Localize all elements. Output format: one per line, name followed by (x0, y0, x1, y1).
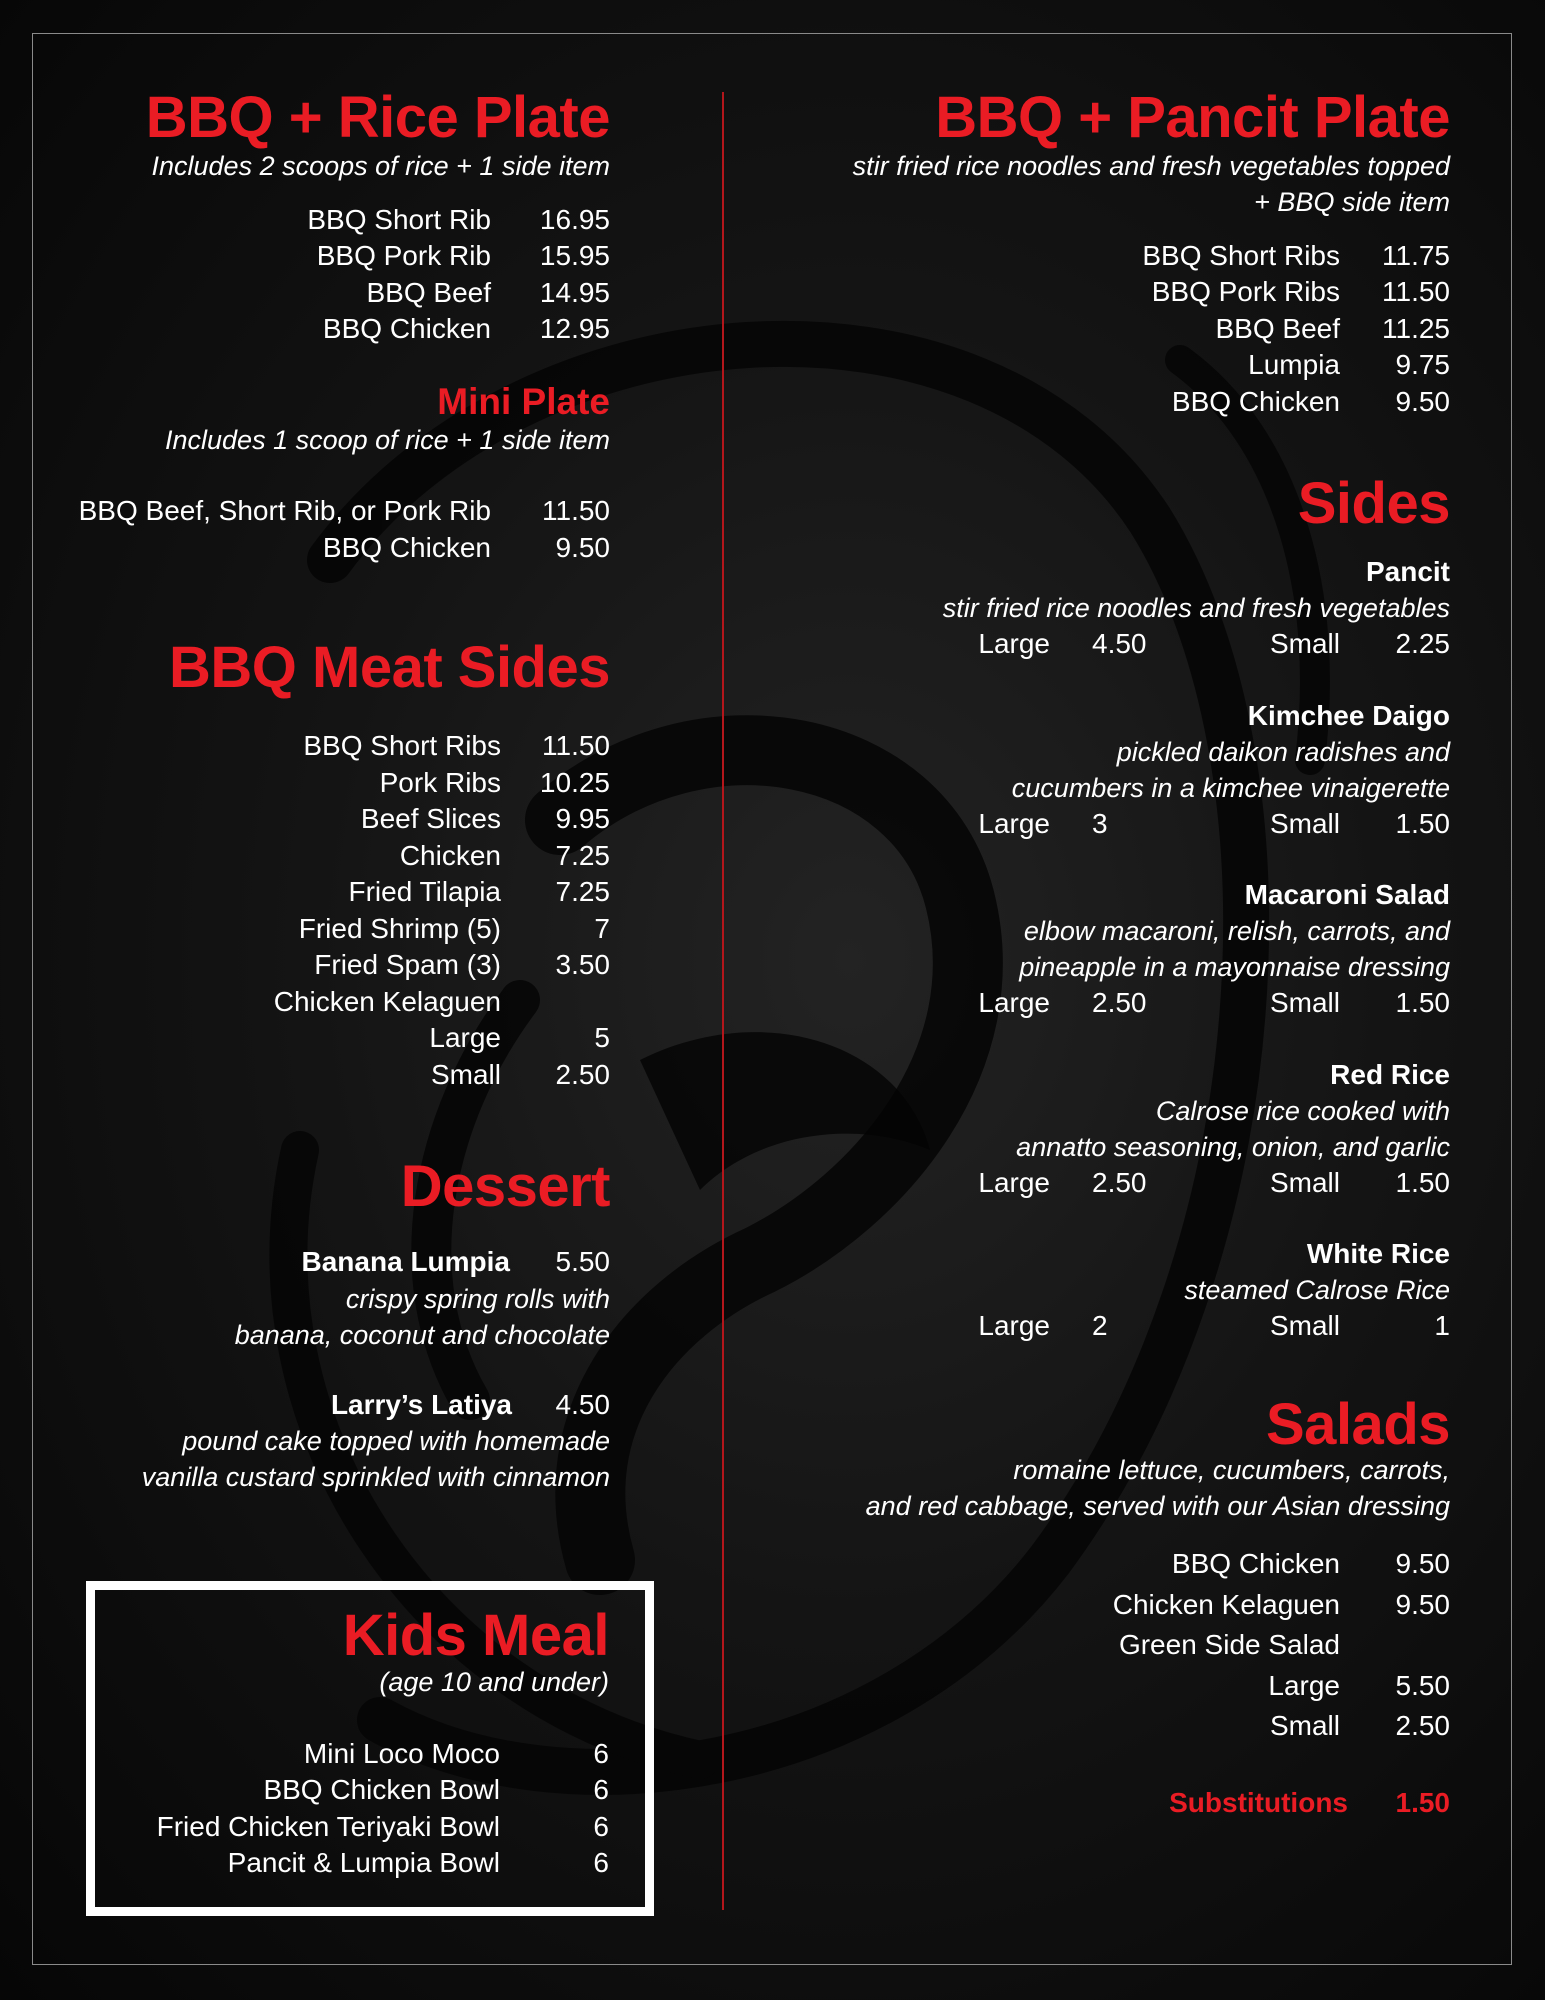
item-name: Fried Shrimp (5) (298, 912, 501, 944)
item-name: Larry’s Latiya (330, 1388, 512, 1420)
menu-item (40, 801, 610, 838)
large-price: 2.50 (1092, 987, 1147, 1019)
menu-item (40, 275, 610, 312)
meat-sides-section (40, 636, 610, 1093)
item-price: 2.50 (555, 1058, 610, 1090)
item-price: 14.95 (539, 276, 610, 308)
item-name: Pork Ribs (379, 766, 501, 798)
mini-plate-section (40, 382, 610, 567)
item-name: BBQ Short Rib (307, 203, 491, 235)
item-name: BBQ Short Ribs (1142, 239, 1340, 271)
menu-item (760, 311, 1450, 348)
item-price: 11.75 (1382, 239, 1450, 271)
section-title: Kids Meal (342, 1603, 609, 1668)
large-price: 2.50 (1092, 1166, 1147, 1198)
item-price: 10.25 (539, 766, 610, 798)
small-price: 1.50 (1395, 807, 1450, 839)
menu-item (89, 1772, 609, 1809)
menu-item (40, 765, 610, 802)
item-price: 5.50 (1395, 1669, 1450, 1701)
price-list (40, 202, 610, 348)
item-name: Pancit (1365, 556, 1450, 588)
item-price: 9.75 (1395, 349, 1450, 381)
substitutions-label: Substitutions (1169, 1786, 1348, 1818)
section-note: and red cabbage, served with our Asian dressing (865, 1491, 1450, 1522)
item-name: Chicken Kelaguen (1112, 1588, 1340, 1620)
item-price: 2.50 (1395, 1710, 1450, 1742)
item-name: Banana Lumpia (301, 1246, 510, 1278)
side-item (760, 877, 1450, 1022)
menu-item (40, 530, 610, 567)
section-note: stir fried rice noodles and fresh vegetables topped (852, 150, 1450, 181)
item-name: BBQ Chicken (322, 531, 491, 563)
section-title: Mini Plate (437, 380, 610, 422)
item-price: 6 (593, 1810, 609, 1842)
item-price: 11.50 (542, 730, 610, 762)
menu-item (760, 238, 1450, 275)
large-price: 2 (1092, 1310, 1108, 1342)
column-divider (722, 92, 724, 1910)
section-title: BBQ + Pancit Plate (935, 85, 1450, 150)
item-name: Kimchee Daigo (1247, 699, 1450, 731)
item-description: banana, coconut and chocolate (234, 1319, 610, 1350)
small-label: Small (1269, 1310, 1340, 1342)
left-column (40, 80, 610, 1495)
small-label: Small (1269, 807, 1340, 839)
item-description: stir fried rice noodles and fresh vegetables (942, 593, 1450, 624)
size-price-row (760, 985, 1450, 1022)
price-list (89, 1736, 609, 1882)
size-price-row (760, 806, 1450, 843)
menu-item (89, 1809, 609, 1846)
salads-section (760, 1393, 1450, 1822)
side-item (760, 698, 1450, 843)
item-description: pineapple in a mayonnaise dressing (1019, 952, 1450, 983)
price-list (760, 238, 1450, 421)
section-title: Sides (1297, 471, 1450, 537)
item-price: 7.25 (555, 876, 610, 908)
large-label: Large (978, 987, 1050, 1019)
menu-item (760, 1585, 1450, 1626)
section-title: BBQ Meat Sides (169, 635, 610, 701)
menu-item (40, 911, 610, 948)
item-description: vanilla custard sprinkled with cinnamon (141, 1462, 610, 1493)
item-description: elbow macaroni, relish, carrots, and (1023, 916, 1450, 947)
size-price-row (760, 626, 1450, 663)
item-name: Lumpia (1248, 349, 1340, 381)
item-price: 3.50 (555, 949, 610, 981)
menu-item (89, 1736, 609, 1773)
small-price: 1 (1434, 1310, 1450, 1342)
item-name: Pancit & Lumpia Bowl (227, 1847, 500, 1879)
item-description: crispy spring rolls with (345, 1283, 610, 1314)
item-price: 9.50 (555, 531, 610, 563)
large-label: Large (978, 807, 1050, 839)
item-description: pound cake topped with homemade (182, 1426, 610, 1457)
pancit-plate-section (760, 86, 1450, 420)
item-name: Green Side Salad (1118, 1629, 1340, 1661)
item-price: 16.95 (539, 203, 610, 235)
price-list (40, 493, 610, 566)
item-price: 6 (593, 1737, 609, 1769)
item-price: 6 (593, 1847, 609, 1879)
section-note: Includes 1 scoop of rice + 1 side item (165, 425, 610, 456)
section-title: Dessert (400, 1154, 610, 1220)
item-name: BBQ Pork Rib (316, 240, 491, 272)
small-price: 2.25 (1395, 628, 1450, 660)
item-price: 9.95 (555, 803, 610, 835)
menu-item (40, 238, 610, 275)
item-price: 11.50 (1382, 276, 1450, 308)
menu-item (89, 1845, 609, 1882)
item-name: Large (429, 1022, 501, 1054)
large-label: Large (978, 1310, 1050, 1342)
menu-item (40, 1020, 610, 1057)
item-name: Large (1268, 1669, 1340, 1701)
menu-item (40, 1057, 610, 1094)
small-price: 1.50 (1395, 1166, 1450, 1198)
section-note: + BBQ side item (1254, 186, 1450, 217)
menu-item (40, 874, 610, 911)
sides-section (760, 472, 1450, 1344)
section-note: romaine lettuce, cucumbers, carrots, (1013, 1455, 1450, 1486)
large-price: 4.50 (1092, 628, 1147, 660)
price-list (760, 1544, 1450, 1747)
section-note: Includes 2 scoops of rice + 1 side item (151, 150, 610, 181)
menu-item (760, 1544, 1450, 1585)
item-name: Small (430, 1058, 501, 1090)
side-item (760, 1057, 1450, 1202)
item-name: Macaroni Salad (1244, 879, 1450, 911)
item-description: steamed Calrose Rice (1184, 1275, 1450, 1306)
section-title: Salads (1266, 1391, 1450, 1457)
item-price (501, 984, 610, 1021)
menu-item (40, 728, 610, 765)
item-name: BBQ Chicken (1171, 385, 1340, 417)
dessert-section (40, 1155, 610, 1495)
item-name: White Rice (1306, 1238, 1450, 1270)
item-name: Red Rice (1330, 1058, 1450, 1090)
item-price: 9.50 (1395, 1588, 1450, 1620)
item-price: 5 (594, 1022, 610, 1054)
item-price: 9.50 (1395, 1548, 1450, 1580)
item-name: Fried Chicken Teriyaki Bowl (156, 1810, 500, 1842)
menu-item (40, 311, 610, 348)
large-price: 3 (1092, 807, 1108, 839)
item-name: BBQ Beef, Short Rib, or Pork Rib (78, 495, 491, 527)
small-price: 1.50 (1395, 987, 1450, 1019)
menu-item (40, 493, 610, 530)
item-name: Mini Loco Moco (303, 1737, 500, 1769)
substitutions-row (760, 1785, 1450, 1822)
item-name: BBQ Chicken Bowl (263, 1774, 500, 1806)
menu-item (40, 838, 610, 875)
small-label: Small (1269, 628, 1340, 660)
item-name: Chicken (399, 839, 501, 871)
item-price: 5.50 (555, 1246, 610, 1278)
item-description: cucumbers in a kimchee vinaigerette (1011, 772, 1450, 803)
menu-item (760, 347, 1450, 384)
dessert-item (40, 1387, 610, 1496)
dessert-title-row (40, 1387, 610, 1424)
item-price: 11.25 (1382, 312, 1450, 344)
menu-item (40, 984, 610, 1021)
menu-item (760, 274, 1450, 311)
large-label: Large (978, 1166, 1050, 1198)
side-item (760, 1236, 1450, 1345)
item-price: 7.25 (555, 839, 610, 871)
menu-item (760, 1625, 1450, 1666)
item-price: 15.95 (539, 240, 610, 272)
item-name: Chicken Kelaguen (273, 985, 501, 1017)
substitutions-price: 1.50 (1395, 1786, 1450, 1818)
price-list (40, 728, 610, 1093)
item-name: BBQ Chicken (322, 313, 491, 345)
rice-plate-section (40, 86, 610, 348)
item-name: BBQ Short Ribs (303, 730, 501, 762)
dessert-item (40, 1244, 610, 1353)
size-price-row (760, 1165, 1450, 1202)
item-name: Fried Tilapia (348, 876, 501, 908)
item-name: BBQ Beef (1215, 312, 1340, 344)
menu-item (760, 1706, 1450, 1747)
item-description: annatto seasoning, onion, and garlic (1016, 1131, 1450, 1162)
small-label: Small (1269, 1166, 1340, 1198)
section-note: (age 10 and under) (379, 1666, 609, 1697)
item-name: BBQ Pork Ribs (1151, 276, 1340, 308)
item-name: BBQ Beef (366, 276, 491, 308)
right-column (760, 80, 1450, 1821)
side-item (760, 554, 1450, 663)
item-price: 9.50 (1395, 385, 1450, 417)
menu-item (760, 384, 1450, 421)
menu-item (760, 1666, 1450, 1707)
small-label: Small (1269, 987, 1340, 1019)
item-price (1340, 1625, 1450, 1666)
large-label: Large (978, 628, 1050, 660)
dessert-title-row (40, 1244, 610, 1281)
menu-item (40, 202, 610, 239)
kids-meal-box (86, 1581, 654, 1916)
item-price: 12.95 (539, 313, 610, 345)
item-price: 4.50 (555, 1388, 610, 1420)
item-price: 11.50 (542, 495, 610, 527)
item-price: 6 (593, 1774, 609, 1806)
item-description: pickled daikon radishes and (1116, 736, 1450, 767)
item-name: Fried Spam (3) (314, 949, 501, 981)
section-title: BBQ + Rice Plate (145, 85, 610, 150)
item-name: Small (1269, 1710, 1340, 1742)
item-description: Calrose rice cooked with (1155, 1095, 1450, 1126)
menu-item (40, 947, 610, 984)
item-name: Beef Slices (360, 803, 501, 835)
item-price: 7 (594, 912, 610, 944)
item-name: BBQ Chicken (1171, 1548, 1340, 1580)
size-price-row (760, 1308, 1450, 1345)
